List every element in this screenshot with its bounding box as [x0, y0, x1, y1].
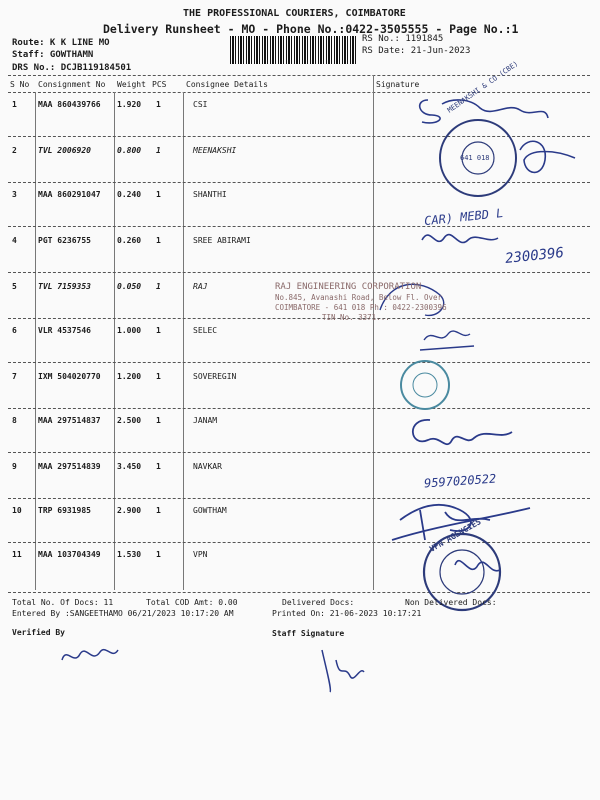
- row-consignee: RAJ: [193, 282, 208, 291]
- row-pcs: 1: [156, 506, 161, 515]
- row-pcs: 1: [156, 236, 161, 245]
- raj-stamp-addr2: COIMBATORE - 641 018 Ph : 0422-2300396: [275, 303, 447, 312]
- row-weight: 0.240: [117, 190, 142, 199]
- row-weight: 0.050: [117, 282, 142, 291]
- row-weight: 1.920: [117, 100, 142, 109]
- row-sno: 5: [12, 282, 17, 291]
- runsheet-title: Delivery Runsheet - MO - Phone No.:0422-3505555 - Page No.:1: [103, 22, 519, 36]
- row-weight: 0.260: [117, 236, 142, 245]
- row-pcs: 1: [156, 462, 161, 471]
- row-consignee: GOWTHAM: [193, 506, 227, 515]
- row-pcs: 1: [156, 190, 161, 199]
- row-sno: 9: [12, 462, 17, 471]
- row-consignee: SELEC: [193, 326, 218, 335]
- col-weight: Weight: [117, 80, 146, 89]
- row-weight: 1.530: [117, 550, 142, 559]
- verified-by-label: Verified By: [12, 628, 65, 637]
- raj-stamp-tin: TIN No. 3371...: [322, 313, 390, 322]
- col-pcs: PCS: [152, 80, 167, 89]
- raj-stamp-addr1: No.845, Avanashi Road, Below Fl. Over: [275, 293, 443, 302]
- row-consignee: VPN: [193, 550, 208, 559]
- row-weight: 1.200: [117, 372, 142, 381]
- row-consignee: SOVEREGIN: [193, 372, 237, 381]
- meenakshi-stamp-text: MEENAKSHI & CO (CBE): [446, 59, 520, 115]
- row-consignment: VLR 4537546: [38, 326, 91, 335]
- row-weight: 0.800: [117, 146, 142, 155]
- row-consignee: CSI: [193, 100, 208, 109]
- rs-number: RS No.: 1191845: [362, 34, 444, 44]
- row-sno: 11: [12, 550, 22, 559]
- row-consignment: MAA 297514837: [38, 416, 101, 425]
- handwritten-note-4b: 2300396: [504, 244, 565, 268]
- row-consignment: MAA 860439766: [38, 100, 101, 109]
- staff-label: Staff: GOWTHAMN: [12, 50, 94, 60]
- drs-number: DRS No.: DCJB119184501: [12, 63, 132, 73]
- col-signature: Signature: [376, 80, 420, 89]
- row-consignment: IXM 504020770: [38, 372, 101, 381]
- rs-date: RS Date: 21-Jun-2023: [362, 46, 471, 56]
- row-consignment: TVL 2006920: [38, 146, 91, 155]
- row-sno: 4: [12, 236, 17, 245]
- company-name: THE PROFESSIONAL COURIERS, COIMBATORE: [183, 8, 406, 19]
- row-consignment: MAA 860291047: [38, 190, 101, 199]
- row-pcs: 1: [156, 100, 161, 109]
- route-label: Route: K K LINE MO: [12, 38, 110, 48]
- row-sno: 1: [12, 100, 17, 109]
- row-sno: 2: [12, 146, 17, 155]
- row-pcs: 1: [156, 146, 161, 155]
- meenakshi-stamp-pin: 641 018: [460, 154, 490, 162]
- total-docs: Total No. Of Docs: 11: [12, 598, 114, 607]
- row-sno: 10: [12, 506, 22, 515]
- row-consignment: MAA 103704349: [38, 550, 101, 559]
- row-pcs: 1: [156, 416, 161, 425]
- row-consignment: TVL 7159353: [38, 282, 91, 291]
- row-consignee: MEENAKSHI: [193, 146, 237, 155]
- row-pcs: 1: [156, 326, 161, 335]
- col-consignment: Consignment No: [38, 80, 106, 89]
- row-consignee: SHANTHI: [193, 190, 227, 199]
- col-consignee: Consignee Details: [186, 80, 268, 89]
- row-pcs: 1: [156, 372, 161, 381]
- row-weight: 3.450: [117, 462, 142, 471]
- row-consignment: PGT 6236755: [38, 236, 91, 245]
- entered-by: Entered By :SANGEETHAMO 06/21/2023 10:17:20 AM: [12, 609, 234, 618]
- handwritten-note-4a: CAR) MEBD L: [423, 205, 504, 229]
- total-cod: Total COD Amt: 0.00: [146, 598, 238, 607]
- raj-stamp-name: RAJ ENGINEERING CORPORATION: [275, 282, 422, 292]
- row-weight: 2.500: [117, 416, 142, 425]
- handwritten-note-9: 9597020522: [423, 471, 497, 491]
- row-consignment: MAA 297514839: [38, 462, 101, 471]
- row-sno: 8: [12, 416, 17, 425]
- row-weight: 2.900: [117, 506, 142, 515]
- row-consignee: JANAM: [193, 416, 218, 425]
- staff-signature-label: Staff Signature: [272, 629, 345, 638]
- printed-on: Printed On: 21-06-2023 10:17:21: [272, 609, 422, 618]
- row-sno: 3: [12, 190, 17, 199]
- row-sno: 7: [12, 372, 17, 381]
- row-pcs: 1: [156, 550, 161, 559]
- row-pcs: 1: [156, 282, 161, 291]
- row-consignee: SREE ABIRAMI: [193, 236, 251, 245]
- row-consignment: TRP 6931985: [38, 506, 91, 515]
- col-sno: S No: [10, 80, 30, 89]
- vpn-stamp-text: VPN AGENCIES: [428, 517, 483, 554]
- row-consignee: NAVKAR: [193, 462, 222, 471]
- delivered-docs: Delivered Docs:: [282, 598, 355, 607]
- non-delivered-docs: Non Delivered Docs:: [405, 598, 497, 607]
- row-sno: 6: [12, 326, 17, 335]
- row-weight: 1.000: [117, 326, 142, 335]
